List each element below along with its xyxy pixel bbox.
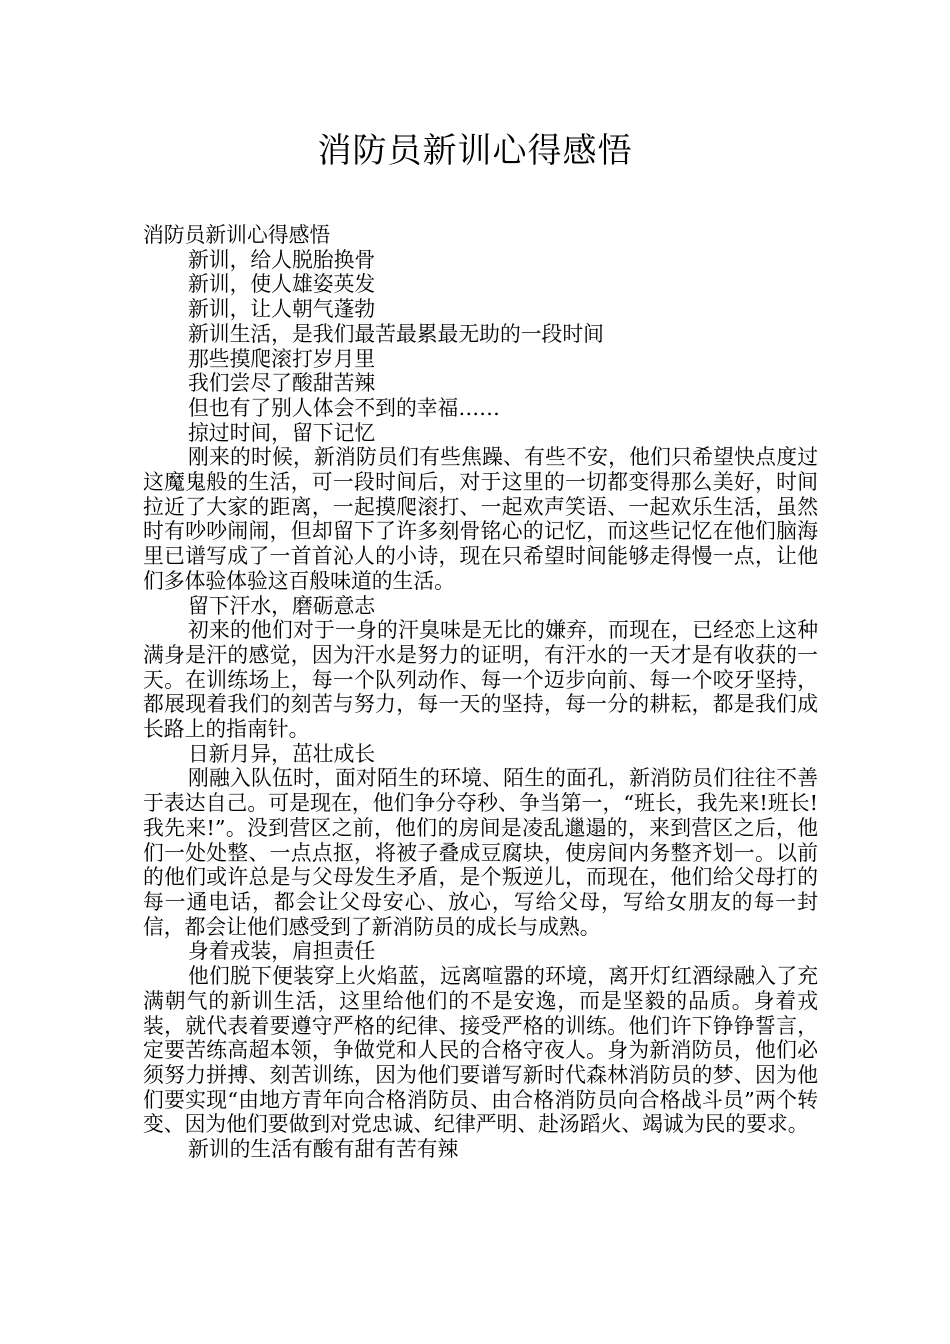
document-body	[143, 223, 818, 1162]
document-subtitle-line: 消防员新训心得感悟	[143, 223, 331, 247]
verse-line: 我们尝尽了酸甜苦辣	[188, 371, 376, 396]
verse-line: 但也有了别人体会不到的幸福……	[188, 395, 500, 420]
section-heading: 身着戎装，肩担责任	[188, 939, 376, 964]
body-paragraph: 刚来的时候，新消防员们有些焦躁、有些不安，他们只希望快点度过这魔鬼般的生活，可一段时间后，对于这里的一切都变得那么美好，时间拉近了大家的距离，一起摸爬滚打、一起欢声笑语、一起欢乐生活，虽然时有吵吵闹闹，但却留下了许多刻骨铭心的记忆，而这些记忆在他们脑海里已谱写成了一首首沁人的小诗，现在只希望时间能够走得慢一点，让他们多体验体验这百般味道的生活。	[143, 445, 818, 593]
body-paragraph: 他们脱下便装穿上火焰蓝，远离喧嚣的环境，离开灯红酒绿融入了充满朝气的新训生活，这里给他们的不是安逸，而是坚毅的品质。身着戎装，就代表着要遵守严格的纪律、接受严格的训练。他们许下铮铮誓言，定要苦练高超本领，争做党和人民的合格守夜人。身为新消防员，他们必须努力拼搏、刻苦训练，因为他们要谱写新时代森林消防员的梦、因为他们要实现“由地方青年向合格消防员、由合格消防员向合格战斗员”两个转变、因为他们要做到对党忠诚、纪律严明、赴汤蹈火、竭诚为民的要求。	[143, 964, 818, 1137]
verse-line: 新训生活，是我们最苦最累最无助的一段时间	[188, 321, 604, 346]
verse-line: 新训，让人朝气蓬勃	[188, 297, 376, 322]
section-heading: 新训的生活有酸有甜有苦有辣	[188, 1137, 459, 1162]
body-paragraph: 刚融入队伍时，面对陌生的环境、陌生的面孔，新消防员们往往不善于表达自己。可是现在，他们争分夺秒、争当第一，“班长，我先来!班长!我先来!”。没到营区之前，他们的房间是凌乱邋遢的，来到营区之后，他们一处处整、一点点抠，将被子叠成豆腐块，使房间内务整齐划一。以前的他们或许总是与父母发生矛盾，是个叛逆儿，而现在，他们给父母打的每一通电话，都会让父母安心、放心，写给父母，写给女朋友的每一封信，都会让他们感受到了新消防员的成长与成熟。	[143, 766, 818, 939]
verse-line: 掠过时间，留下记忆	[188, 420, 376, 445]
body-paragraph: 初来的他们对于一身的汗臭味是无比的嫌弃，而现在，已经恋上这种满身是汗的感觉，因为汗水是努力的证明，有汗水的一天才是有收获的一天。在训练场上，每一个队列动作、每一个迈步向前、每一个咬牙坚持，都展现着我们的刻苦与努力，每一天的坚持，每一分的耕耘，都是我们成长路上的指南针。	[143, 618, 818, 742]
verse-line: 那些摸爬滚打岁月里	[188, 346, 376, 371]
section-heading: 留下汗水，磨砺意志	[188, 593, 376, 618]
verse-line: 新训，给人脱胎换骨	[188, 247, 376, 272]
section-heading: 日新月异，茁壮成长	[188, 741, 376, 766]
verse-line: 新训，使人雄姿英发	[188, 272, 376, 297]
document-title: 消防员新训心得感悟	[317, 131, 633, 171]
